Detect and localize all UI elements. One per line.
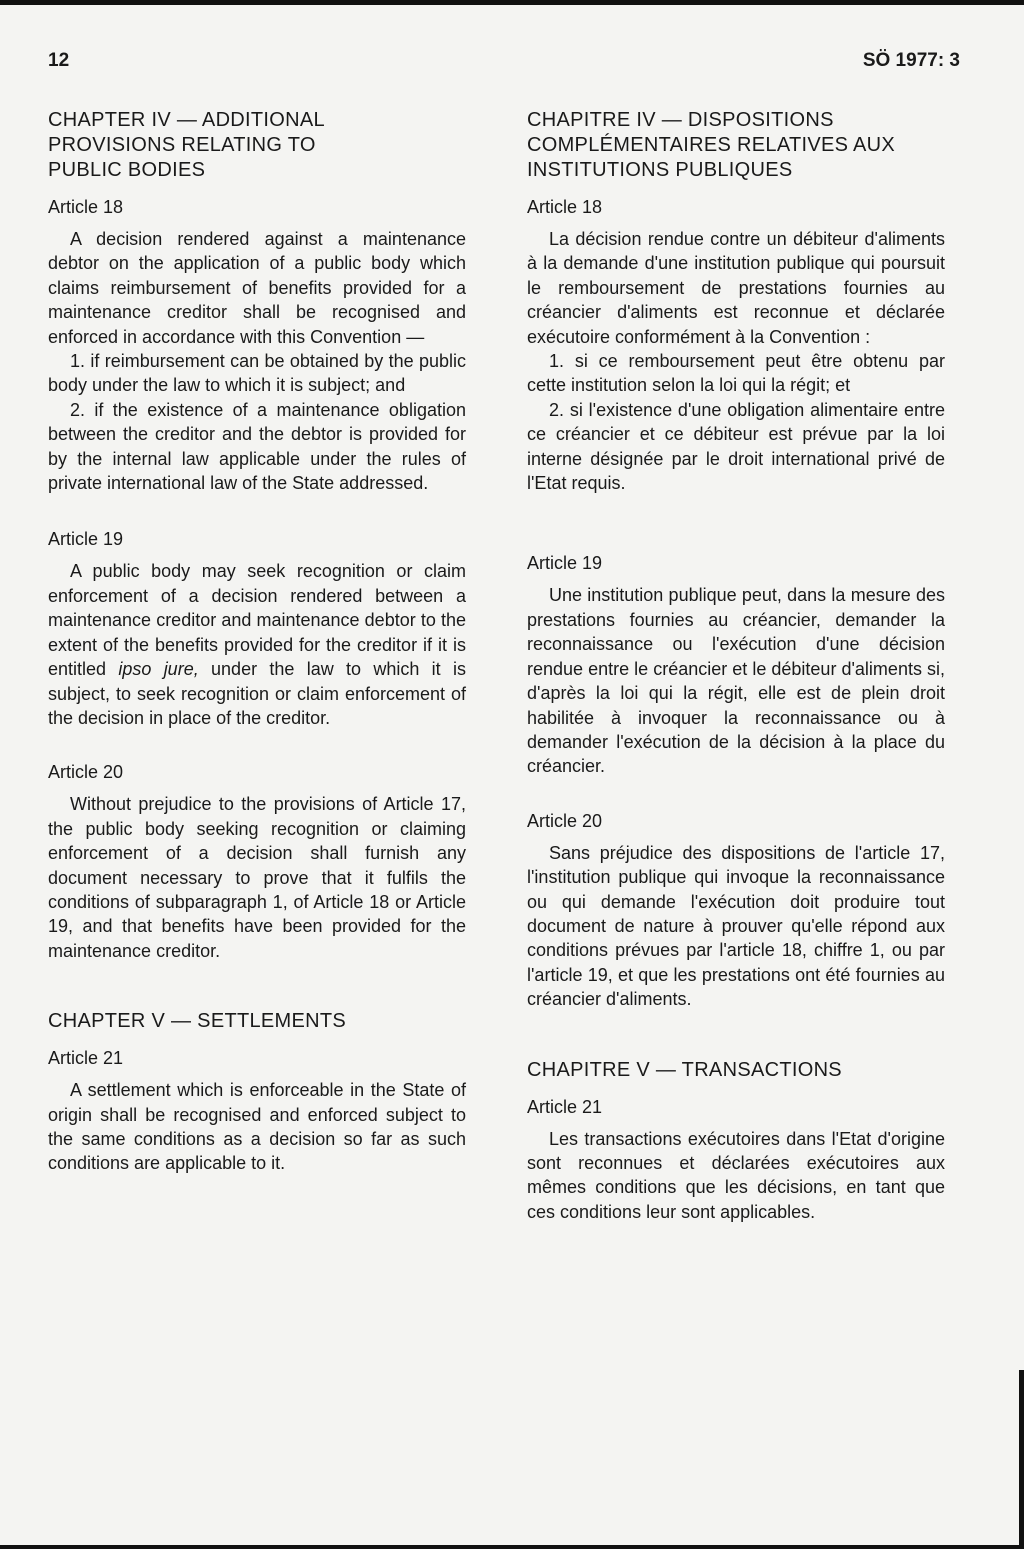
english-column [48, 108, 466, 1196]
article-18-intro-fr: La décision rendue contre un débiteur d'aliments à la demande d'une institution publique qui poursuit le remboursement de prestations fournies au créancier d'aliments est reconnue et déclarée exécutoire conformément à la Convention : [527, 229, 945, 347]
article-18-item-2-en: 2. if the existence of a maintenance obligation between the creditor and the debtor is provided for by the internal law applicable under the rules of private international law of the State addressed. [48, 399, 466, 494]
page-header [48, 50, 960, 74]
scan-edge-right [1019, 1370, 1024, 1549]
document-reference: SÖ 1977: 3 [862, 50, 960, 71]
article-21-heading-en: Article 21 [48, 1048, 124, 1069]
article-19-text-b-en: under the law to which it is subject, to seek recognition or claim enforcement of the decision in place of the creditor. [48, 659, 466, 728]
chapter-4-title-fr: CHAPITRE IV — DISPOSITIONS COMPLÉMENTAIRES RELATIVES AUX INSTITUTIONS PUBLIQUES [527, 109, 896, 181]
article-18-body-fr [527, 227, 945, 495]
article-18-heading-en: Article 18 [48, 197, 124, 217]
article-18-item-1-en: 1. if reimbursement can be obtained by the public body under the law to which it is subject; and [48, 351, 466, 396]
scan-edge-bottom [0, 1545, 1024, 1549]
article-18-body-en [48, 227, 466, 495]
chapter-4-title-en: CHAPTER IV — ADDITIONAL PROVISIONS RELATING TO PUBLIC BODIES [48, 109, 325, 181]
article-19-body-fr [527, 583, 945, 778]
article-19-ipso-jure-en: ipso jure, [118, 659, 199, 680]
article-18-item-2-fr: 2. si l'existence d'une obligation alimentaire entre ce créancier et ce débiteur est prévue par la loi interne désignée par le droit international privé de l'Etat requis. [527, 399, 945, 494]
article-19-text-fr: Une institution publique peut, dans la mesure des prestations fournies au créancier, demander la reconnaissance ou l'exécution d'une décision rendue entre le créancier et le débiteur d'aliments si, d'après la loi qui la régit, elle est de plein droit habilitée à invoquer la reconnaissance ou à demander l'exécution de la décision à la place du créancier. [527, 585, 945, 777]
article-18-item-1-fr: 1. si ce remboursement peut être obtenu par cette institution selon la loi qui la régit; et [527, 351, 945, 396]
article-18-heading-fr: Article 18 [527, 197, 603, 217]
article-21-text-fr: Les transactions exécutoires dans l'Etat d'origine sont reconnues et déclarées exécutoires aux mêmes conditions que les décisions, en tant que ces conditions leur sont applicables. [527, 1128, 945, 1222]
article-20-text-en: Without prejudice to the provisions of Article 17, the public body seeking recognition or claiming enforcement of a decision shall furnish any document necessary to prove that it fulfils the conditions of subparagraph 1, of Article 18 or Article 19, and that benefits have been provided for the maintenance creditor. [48, 794, 466, 961]
chapter-5-title-fr: CHAPITRE V — TRANSACTIONS [527, 1058, 842, 1081]
article-20-heading-fr: Article 20 [527, 810, 603, 831]
article-19-heading-fr: Article 19 [527, 553, 603, 574]
scan-edge-top [0, 0, 1024, 5]
chapter-5-title-en: CHAPTER V — SETTLEMENTS [48, 1010, 347, 1033]
page-number: 12 [48, 50, 70, 71]
article-21-text-en: A settlement which is enforceable in the State of origin shall be recognised and enforced subject to the same conditions as a decision so far as such conditions are applicable to it. [48, 1080, 466, 1174]
article-21-body-fr [527, 1127, 945, 1225]
article-19-body-en [48, 559, 466, 730]
french-column [527, 108, 945, 1244]
article-20-heading-en: Article 20 [48, 762, 124, 783]
article-19-text-a-en: A public body may seek recognition or claim enforcement of a decision rendered between a maintenance creditor and maintenance debtor to the extent of the benefits provided for the creditor if it is entitled [48, 561, 466, 680]
article-20-body-fr [527, 841, 945, 1012]
article-20-text-fr: Sans préjudice des dispositions de l'article 17, l'institution publique qui invoque la reconnaissance ou qui demande l'exécution doit produire tout document de nature à prouver qu'elle répond aux conditions prévues par l'article 18, chiffre 1, ou par l'article 19, et que les prestations ont été fournies au créancier d'aliments. [527, 842, 945, 1010]
article-21-heading-fr: Article 21 [527, 1096, 603, 1117]
article-21-body-en [48, 1078, 466, 1176]
article-20-body-en [48, 792, 466, 963]
article-19-heading-en: Article 19 [48, 529, 124, 550]
article-18-intro-en: A decision rendered against a maintenance debtor on the application of a public body which claims reimbursement of benefits provided for a maintenance creditor shall be recognised and enforced in accordance with this Convention — [48, 229, 466, 347]
article-19-text-en [48, 559, 466, 730]
